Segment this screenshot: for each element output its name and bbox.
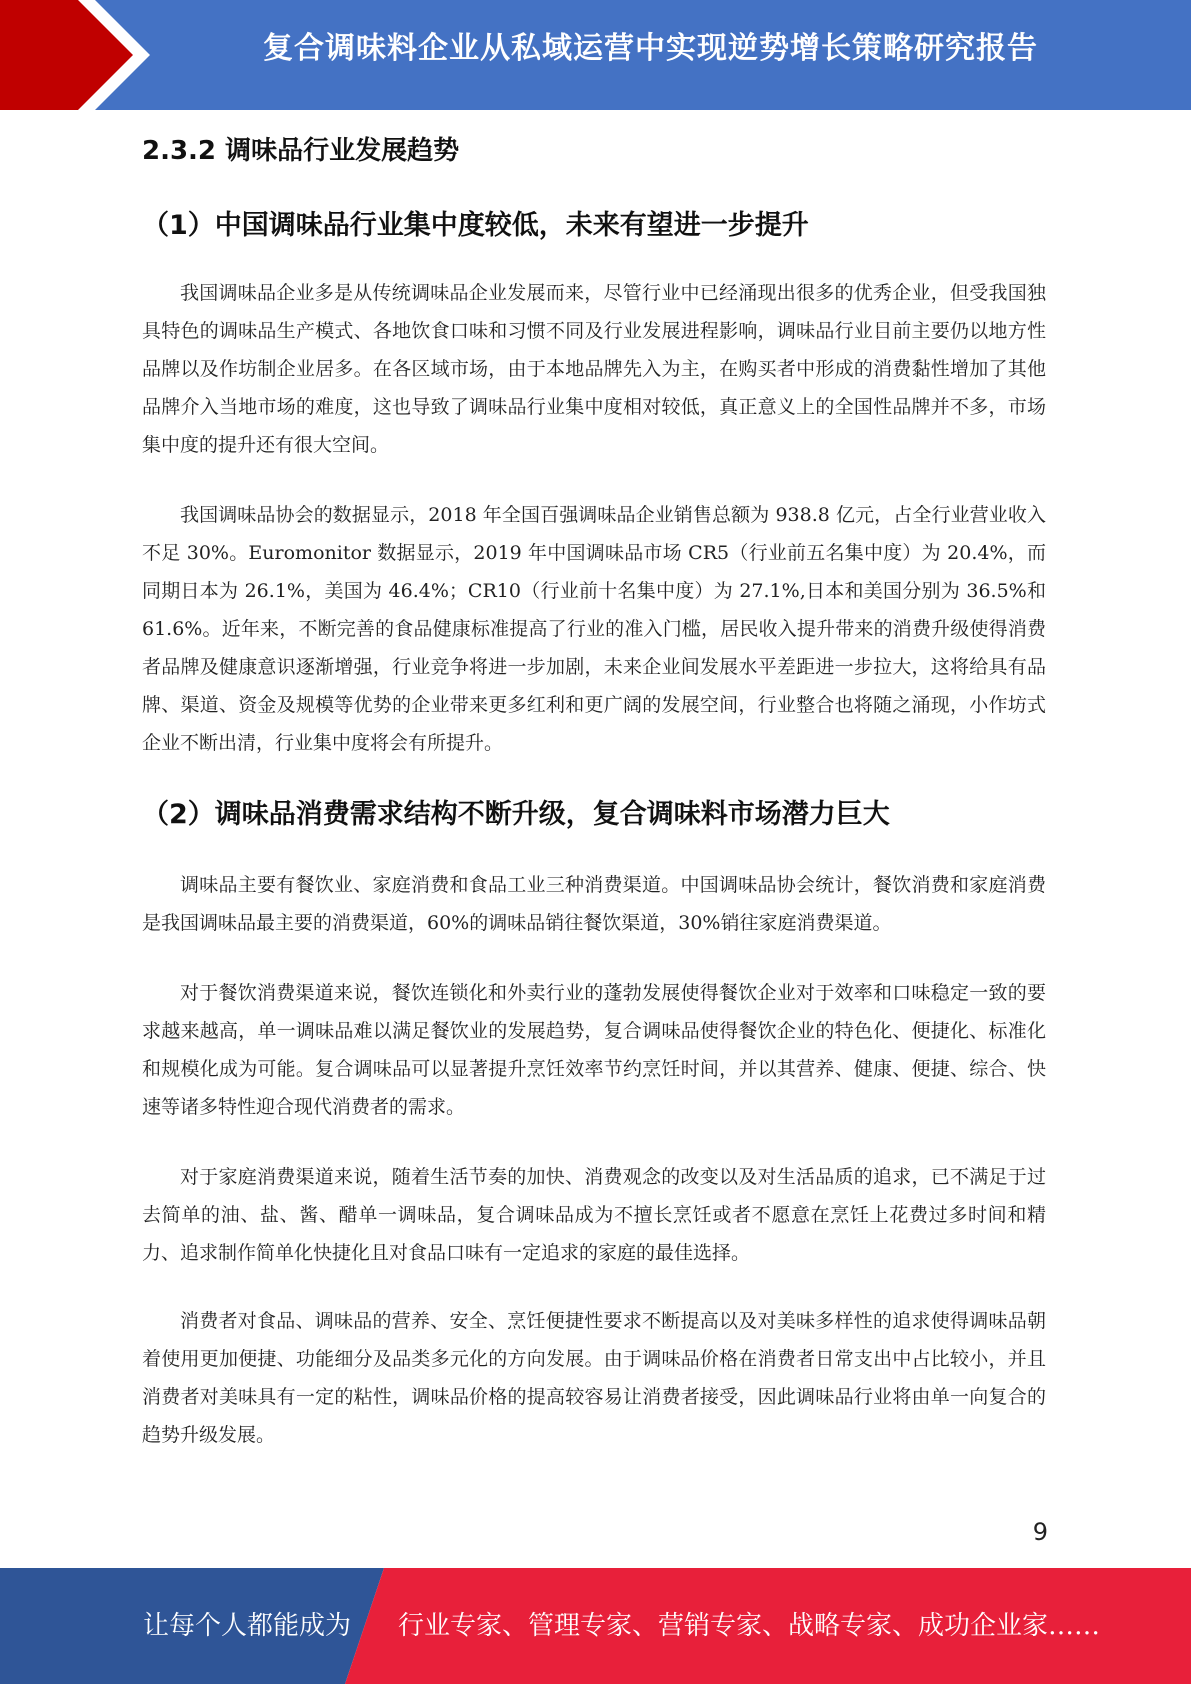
paragraph: 我国调味品协会的数据显示，2018 年全国百强调味品企业销售总额为 938.8 亿元，占全行业营业收入不足 30%。Euromonitor 数据显示，2019 年中国调味品市场 CR5（行业前五名集中度）为 20.4%，而同期日本为 26.1%，美国为 46.4%；CR10（行业前十名集中度）为 27.1%,日本和美国分别为 36.5%和 61.6%。近年来，不断完善的食品健康标准提高了行业的准入门槛，居民收入提升带来的消费升级使得消费者品牌及健康意识逐渐增强，行业竞争将进一步加剧，未来企业间发展水平差距进一步拉大，这将给具有品牌、渠道、资金及规模等优势的企业带来更多红利和更广阔的发展空间，行业整合也将随之涌现，小作坊式企业不断出清，行业集中度将会有所提升。 [142,504,1046,754]
subsection-1-heading: （1）中国调味品行业集中度较低，未来有望进一步提升 [142,210,809,241]
footer-banner [0,1568,1191,1684]
subsection-2-heading: （2）调味品消费需求结构不断升级，复合调味料市场潜力巨大 [142,799,890,830]
paragraph: 对于家庭消费渠道来说，随着生活节奏的加快、消费观念的改变以及对生活品质的追求，已不满足于过去简单的油、盐、酱、醋单一调味品，复合调味品成为不擅长烹饪或者不愿意在烹饪上花费过多时间和精力、追求制作简单化快捷化且对食品口味有一定追求的家庭的最佳选择。 [142,1166,1046,1264]
report-title: 复合调味料企业从私域运营中实现逆势增长策略研究报告 [263,31,1038,66]
paragraph: 对于餐饮消费渠道来说，餐饮连锁化和外卖行业的蓬勃发展使得餐饮企业对于效率和口味稳定一致的要求越来越高，单一调味品难以满足餐饮业的发展趋势，复合调味品使得餐饮企业的特色化、便捷化、标准化和规模化成为可能。复合调味品可以显著提升烹饪效率节约烹饪时间，并以其营养、健康、便捷、综合、快速等诸多特性迎合现代消费者的需求。 [142,982,1046,1118]
section-heading: 2.3.2 调味品行业发展趋势 [142,136,460,166]
paragraph: 消费者对食品、调味品的营养、安全、烹饪便捷性要求不断提高以及对美味多样性的追求使得调味品朝着使用更加便捷、功能细分及品类多元化的方向发展。由于调味品价格在消费者日常支出中占比较小，并且消费者对美味具有一定的粘性，调味品价格的提高较容易让消费者接受，因此调味品行业将由单一向复合的趋势升级发展。 [142,1310,1046,1446]
paragraph: 我国调味品企业多是从传统调味品企业发展而来，尽管行业中已经涌现出很多的优秀企业，但受我国独具特色的调味品生产模式、各地饮食口味和习惯不同及行业发展进程影响，调味品行业目前主要仍以地方性品牌以及作坊制企业居多。在各区域市场，由于本地品牌先入为主，在购买者中形成的消费黏性增加了其他品牌介入当地市场的难度，这也导致了调味品行业集中度相对较低，真正意义上的全国性品牌并不多，市场集中度的提升还有很大空间。 [142,282,1046,456]
header-banner [0,0,1191,110]
footer-slogan-right: 行业专家、管理专家、营销专家、战略专家、成功企业家…… [398,1611,1101,1641]
paragraph: 调味品主要有餐饮业、家庭消费和食品工业三种消费渠道。中国调味品协会统计，餐饮消费和家庭消费是我国调味品最主要的消费渠道，60%的调味品销往餐饮渠道，30%销往家庭消费渠道。 [142,874,1046,934]
page-number: 9 [1032,1518,1048,1546]
footer-slogan-left: 让每个人都能成为 [143,1611,352,1641]
